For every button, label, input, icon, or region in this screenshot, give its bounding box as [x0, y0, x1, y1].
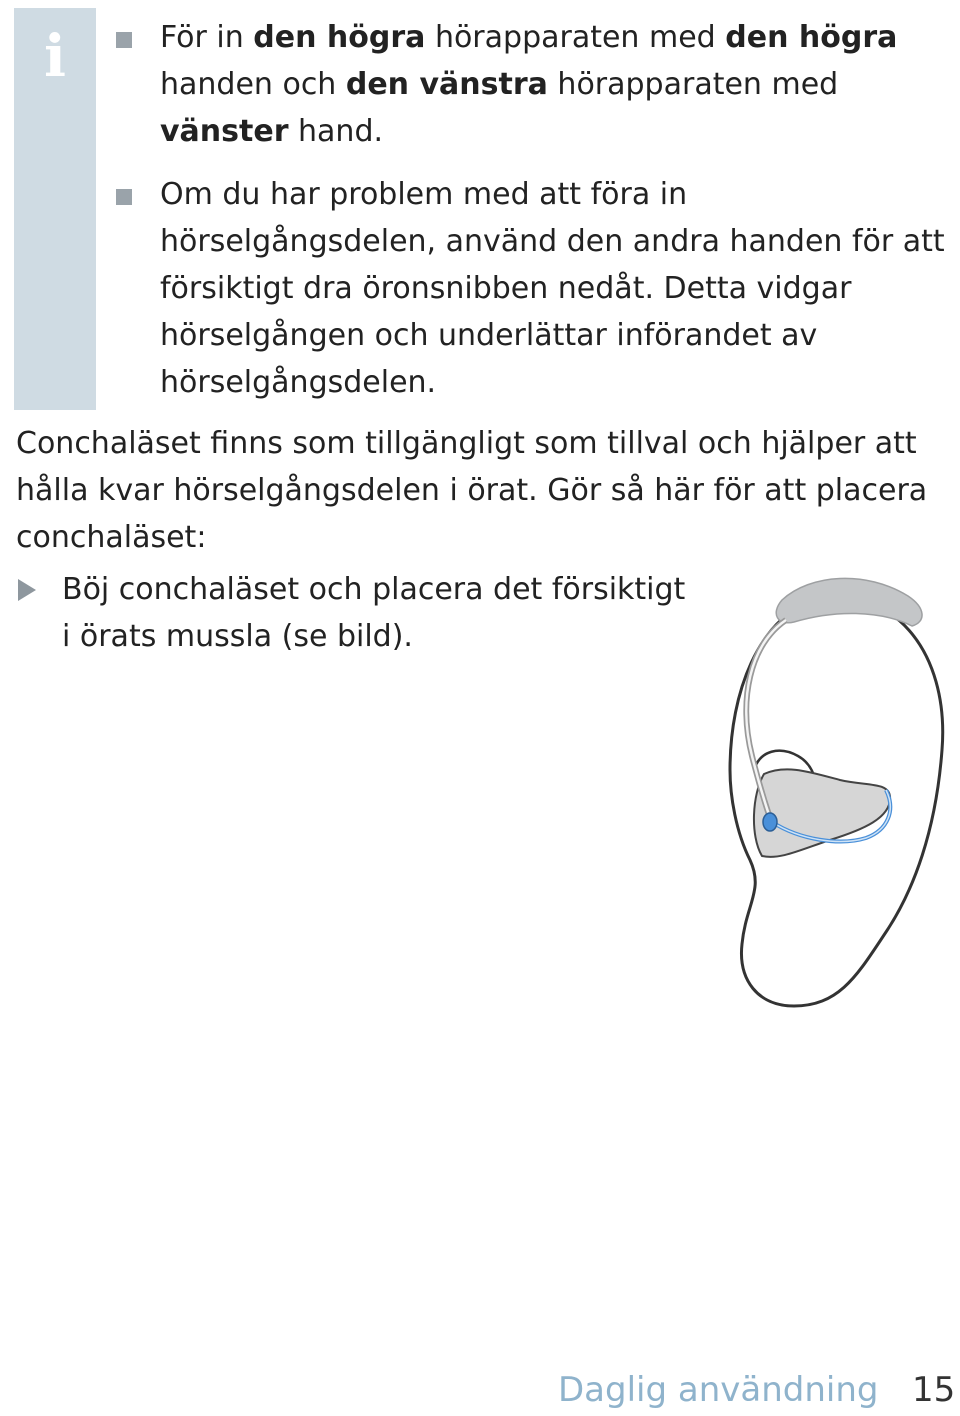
page-footer	[0, 1366, 960, 1414]
square-bullet-icon	[116, 32, 132, 48]
emphasis-text: den högra	[725, 20, 898, 55]
text-run: hörapparaten med	[547, 67, 839, 102]
instruction-step	[16, 566, 702, 660]
square-bullet-icon	[116, 189, 132, 205]
tip-item	[112, 171, 952, 406]
info-icon: i	[43, 22, 67, 90]
text-run: Om du har problem med att föra in hörselgångsdelen, använd den andra handen för att försiktigt dra öronsnibben nedåt. Detta vidgar hörselgången och underlättar införandet av hörselgångsdelen.	[160, 177, 945, 400]
step-text: Böj conchaläset och placera det försiktigt i örats mussla (se bild).	[62, 572, 686, 654]
info-sidebar	[14, 8, 96, 410]
text-run: hörapparaten med	[425, 20, 726, 55]
ear-with-hearing-aid-illustration	[690, 560, 960, 1020]
text-run: handen och	[160, 67, 346, 102]
tip-text	[160, 20, 897, 149]
section-title: Daglig användning	[558, 1370, 879, 1410]
emphasis-text: den högra	[253, 20, 426, 55]
body-paragraph: Conchaläset finns som tillgängligt som tillval och hjälper att hålla kvar hörselgångsdelen i örat. Gör så här för att placera conchaläset:	[16, 426, 928, 555]
emphasis-text: den vänstra	[345, 67, 548, 102]
tip-text	[160, 177, 945, 400]
text-run: hand.	[288, 114, 384, 149]
tip-list	[112, 14, 952, 422]
page-number: 15	[912, 1370, 956, 1410]
triangle-arrow-icon	[18, 579, 36, 601]
ear-tip-dome	[763, 813, 777, 831]
emphasis-text: vänster	[160, 114, 289, 149]
text-run: För in	[160, 20, 254, 55]
tip-item	[112, 14, 952, 155]
